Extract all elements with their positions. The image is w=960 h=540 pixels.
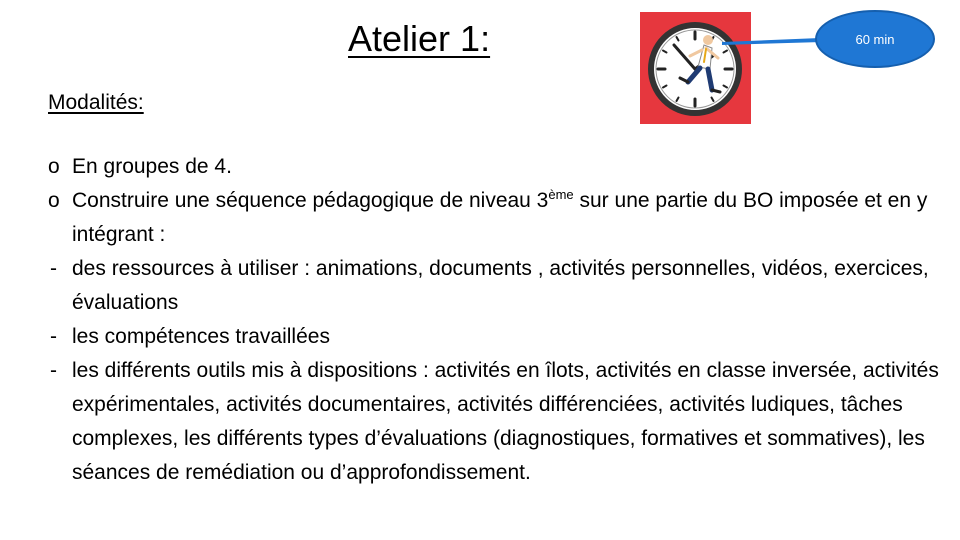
- list-item-text: des ressources à utiliser : animations, documents , activités personnelles, vidéos, exercices, évaluations: [72, 257, 929, 314]
- slide-title: Atelier 1:: [348, 18, 491, 59]
- list-marker: -: [50, 325, 57, 348]
- list-marker: o: [48, 155, 60, 178]
- list-marker: o: [48, 189, 60, 212]
- list-item: [48, 354, 948, 490]
- list-marker: -: [50, 359, 57, 382]
- list-item: [48, 252, 948, 320]
- duration-label: 60 min: [855, 31, 895, 47]
- list-item-text: Construire une séquence pédagogique de niveau 3ème sur une partie du BO imposée et en y intégrant :: [72, 187, 928, 246]
- list-item-text: les compétences travaillées: [72, 325, 330, 348]
- superscript: ème: [548, 187, 574, 202]
- section-heading: Modalités:: [48, 91, 144, 114]
- instructions-list: [48, 150, 948, 490]
- list-item-text: les différents outils mis à dispositions : activités en îlots, activités en classe inversée, activités expérimentales, activités documentaires, activités différenciées, activités ludiques, tâches complexes, les différents types d’évaluations (diagnostiques, formatives et sommatives), les séances de remédiation ou d’approfondissement.: [72, 359, 939, 484]
- list-item: [48, 184, 948, 252]
- list-item-text: En groupes de 4.: [72, 155, 232, 178]
- list-item: [48, 150, 948, 184]
- list-marker: -: [50, 257, 57, 280]
- duration-callout: [815, 10, 935, 68]
- running-clock-icon: [640, 12, 751, 124]
- list-item: [48, 320, 948, 354]
